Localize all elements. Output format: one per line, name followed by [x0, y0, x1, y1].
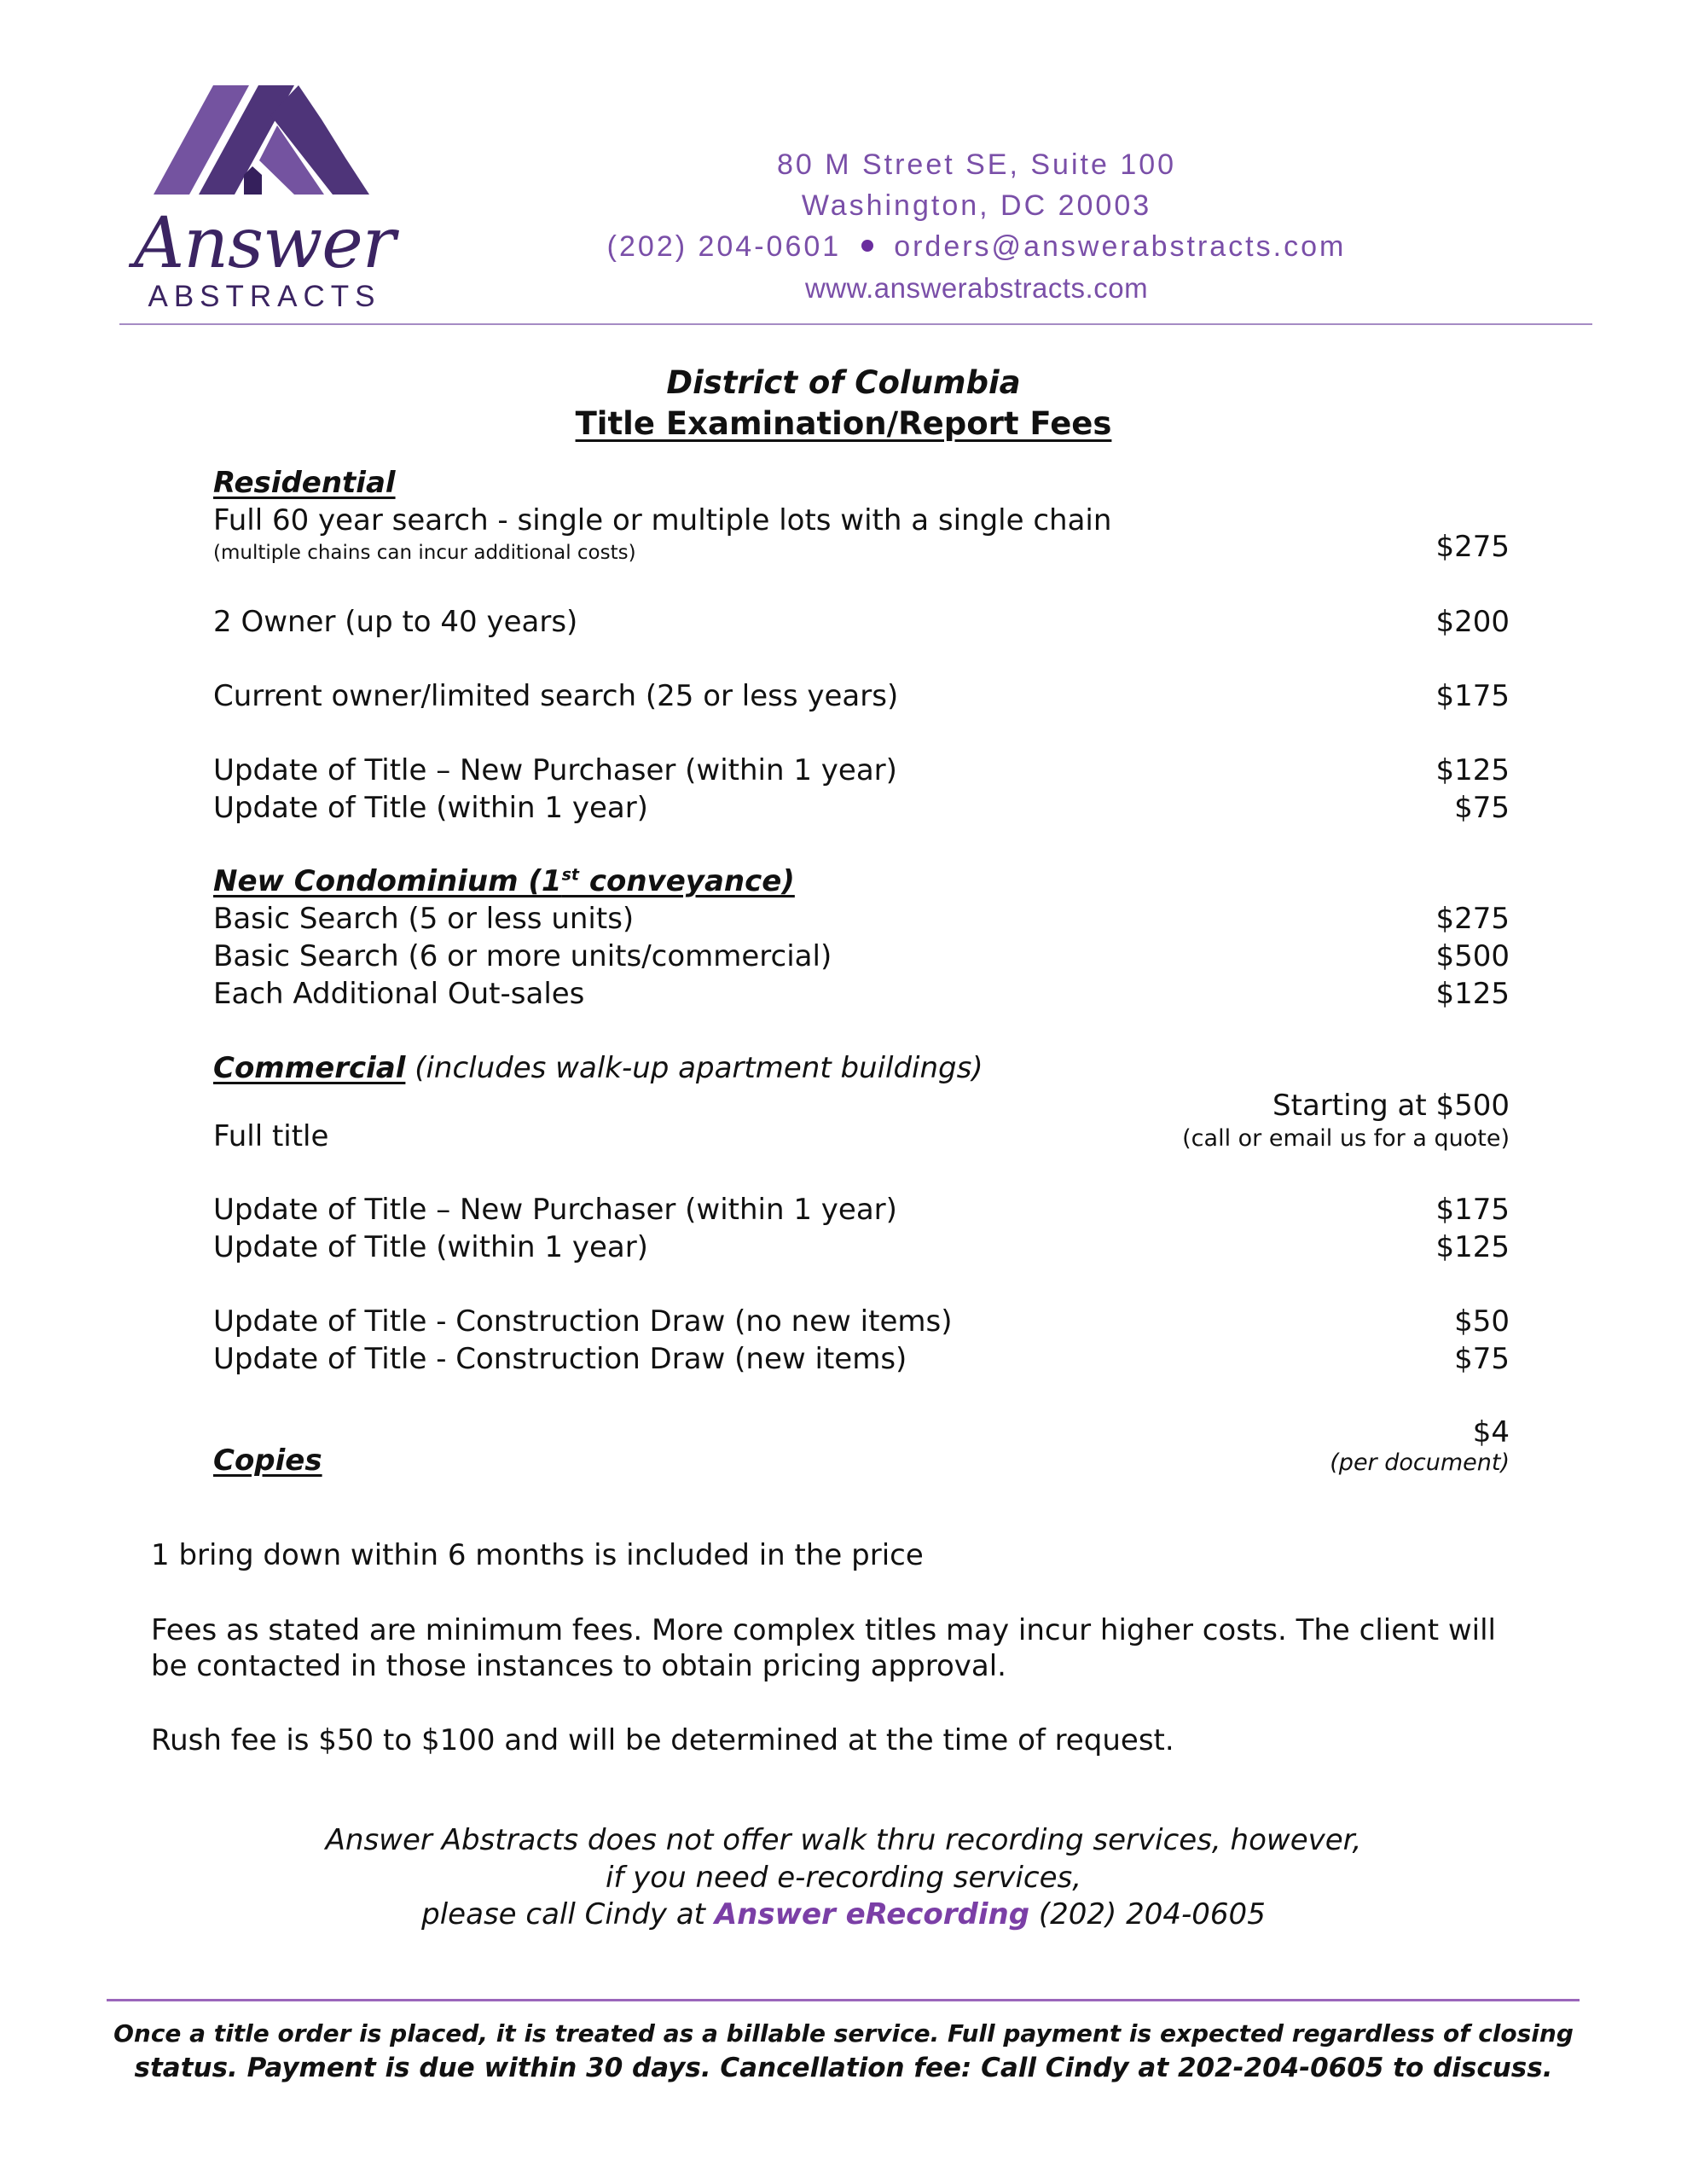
website-link[interactable]: www.answerabstracts.com [804, 272, 1149, 304]
footer-divider [107, 1999, 1580, 2001]
fee-note: (per document) [1330, 1449, 1510, 1476]
fee-price: $75 [1454, 791, 1510, 825]
fee-label: Full title [213, 1119, 329, 1153]
fee-label: Update of Title (within 1 year) [213, 791, 648, 825]
fee-price: $4 [1472, 1415, 1510, 1449]
fee-label: Basic Search (5 or less units) [213, 902, 635, 936]
fee-price: $175 [1435, 679, 1510, 713]
condo-heading-end: conveyance) [579, 864, 795, 898]
erecording-brand: Answer eRecording [714, 1897, 1030, 1931]
fee-label: Each Additional Out-sales [213, 977, 585, 1011]
fee-label: Update of Title – New Purchaser (within 1 year) [213, 753, 897, 787]
fee-price: $75 [1454, 1342, 1510, 1376]
commercial-heading-text: Commercial [213, 1051, 406, 1085]
logo-caps-name: ABSTRACTS [148, 280, 381, 313]
section-heading-condominium [213, 864, 795, 898]
logo-script-name: Answer [133, 203, 396, 284]
erecording-line3 [0, 1896, 1687, 1932]
fee-price: $125 [1435, 753, 1510, 787]
fee-label: Update of Title - Construction Draw (new items) [213, 1342, 907, 1376]
fee-label: 2 Owner (up to 40 years) [213, 605, 578, 639]
section-heading-residential: Residential [213, 466, 396, 500]
footer-policy-line2: status. Payment is due within 30 days. Cancellation fee: Call Cindy at 202-204-0605 to discuss. [134, 2053, 1553, 2083]
fees-note-line2: be contacted in those instances to obtain pricing approval. [151, 1649, 1006, 1683]
fee-price: $50 [1454, 1304, 1510, 1339]
fee-price: $175 [1435, 1193, 1510, 1227]
fee-price: $125 [1435, 1230, 1510, 1264]
bullet-icon [861, 240, 873, 252]
bring-down-note: 1 bring down within 6 months is included in the price [151, 1538, 924, 1572]
footer-policy-line1: Once a title order is placed, it is treated as a billable service. Full payment is expected regardless of closing [113, 2019, 1574, 2048]
fee-price: Starting at $500 [1272, 1089, 1510, 1123]
phone-number: (202) 204-0601 [606, 230, 842, 263]
fee-label: Full 60 year search - single or multiple lots with a single chain [213, 503, 1112, 537]
fees-note-line1: Fees as stated are minimum fees. More complex titles may incur higher costs. The client will [151, 1613, 1496, 1647]
condo-heading-sup: st [561, 865, 579, 885]
address-line2: Washington, DC 20003 [801, 189, 1152, 222]
fee-label: Update of Title - Construction Draw (no new items) [213, 1304, 953, 1339]
fee-price: $200 [1435, 605, 1510, 639]
fee-price: $275 [1435, 902, 1510, 936]
fee-label: Update of Title – New Purchaser (within 1 year) [213, 1193, 897, 1227]
header-divider [119, 323, 1592, 325]
fee-label: Current owner/limited search (25 or less years) [213, 679, 899, 713]
fee-price: $500 [1435, 939, 1510, 973]
fee-note: (multiple chains can incur additional costs) [213, 542, 636, 564]
document-subtitle: District of Columbia [666, 364, 1021, 401]
erecording-line1: Answer Abstracts does not offer walk thru recording services, however, [325, 1823, 1362, 1857]
erecording-line2: if you need e-recording services, [605, 1861, 1082, 1895]
rush-fee-note: Rush fee is $50 to $100 and will be determined at the time of request. [151, 1723, 1174, 1757]
erecording-prefix: please call Cindy at [421, 1897, 715, 1931]
email-link[interactable]: orders@answerabstracts.com [894, 230, 1347, 263]
fee-price: $275 [1435, 530, 1510, 564]
address-line1: 80 M Street SE, Suite 100 [776, 148, 1177, 181]
roof-mark-icon [128, 81, 401, 209]
fee-note: (call or email us for a quote) [1182, 1125, 1510, 1152]
erecording-phone: (202) 204-0605 [1029, 1897, 1266, 1931]
commercial-heading-note: (includes walk-up apartment buildings) [405, 1051, 983, 1085]
fee-label: Basic Search (6 or more units/commercial) [213, 939, 832, 973]
contact-line [546, 229, 1407, 264]
document-title [0, 404, 1687, 444]
section-heading-commercial [213, 1051, 983, 1085]
condo-heading-main: New Condominium (1 [213, 864, 562, 898]
document-title-text: Title Examination/Report Fees [575, 405, 1112, 442]
fee-price: $125 [1435, 977, 1510, 1011]
section-heading-copies: Copies [213, 1443, 322, 1478]
fee-label: Update of Title (within 1 year) [213, 1230, 648, 1264]
